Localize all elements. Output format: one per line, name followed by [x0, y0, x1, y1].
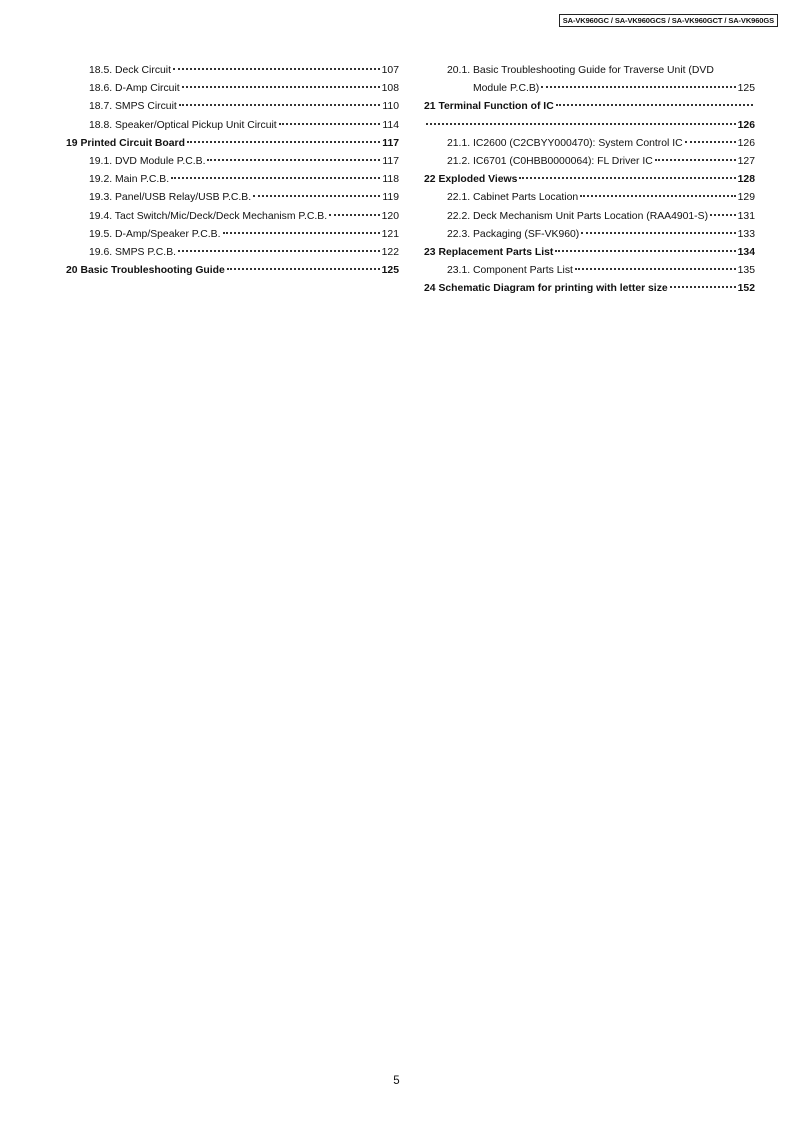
toc-entry-label: 22.1. Cabinet Parts Location — [447, 192, 579, 204]
dot-leader — [580, 195, 736, 197]
dot-leader — [519, 177, 735, 179]
toc-entry-page: 118 — [382, 174, 399, 186]
toc-entry-page: 133 — [737, 228, 755, 240]
dot-leader — [685, 141, 736, 143]
toc-entry[interactable] — [66, 171, 399, 189]
toc-entry-label: 18.8. Speaker/Optical Pickup Unit Circuit — [89, 119, 277, 131]
dot-leader — [223, 232, 380, 234]
toc-entry[interactable] — [424, 208, 755, 226]
toc-entry-page: 129 — [737, 192, 755, 204]
toc-entry[interactable] — [66, 189, 399, 207]
toc-entry[interactable] — [424, 153, 755, 171]
dot-leader — [426, 123, 736, 125]
dot-leader — [581, 232, 735, 234]
toc-entry[interactable] — [424, 62, 755, 80]
toc-entry-label: 19.1. DVD Module P.C.B. — [89, 155, 206, 167]
toc-entry-label: 19.6. SMPS P.C.B. — [89, 246, 177, 258]
dot-leader — [279, 123, 381, 125]
dot-leader — [253, 195, 380, 197]
toc-entry-label: 18.5. Deck Circuit — [89, 65, 171, 76]
toc-entry-label: 20 Basic Troubleshooting Guide — [66, 265, 225, 277]
toc-chapter-entry[interactable] — [66, 262, 399, 280]
toc-entry-page: 134 — [737, 246, 755, 258]
toc-entry-label: 22 Exploded Views — [424, 174, 518, 186]
toc-entry-page: 125 — [381, 265, 399, 277]
dot-leader — [178, 250, 380, 252]
dot-leader — [171, 177, 380, 179]
toc-entry-page: 152 — [737, 283, 755, 295]
dot-leader — [329, 214, 380, 216]
toc-entry-label: 19 Printed Circuit Board — [66, 137, 185, 149]
page-number: 5 — [393, 1075, 400, 1087]
toc-entry-label: 21.2. IC6701 (C0HBB0000064): FL Driver IC — [447, 155, 653, 167]
toc-entry-page: 122 — [381, 246, 399, 258]
toc-entry-continuation[interactable] — [424, 117, 755, 135]
toc-entry[interactable] — [66, 244, 399, 262]
toc-entry-label: 23.1. Component Parts List — [447, 265, 573, 277]
toc-entry-page: 127 — [737, 155, 755, 167]
dot-leader — [655, 159, 736, 161]
toc-entry[interactable] — [424, 226, 755, 244]
toc-entry[interactable] — [424, 189, 755, 207]
toc-entry-page: 126 — [737, 137, 755, 149]
toc-entry-label: 23 Replacement Parts List — [424, 246, 554, 258]
model-header-box: SA-VK960GC / SA-VK960GCS / SA-VK960GCT / SA-VK960GS — [559, 14, 778, 27]
toc-entry-label: 20.1. Basic Troubleshooting Guide for Traverse Unit (DVD — [447, 65, 714, 76]
toc-chapter-entry[interactable] — [424, 171, 755, 189]
toc-entry[interactable] — [66, 226, 399, 244]
toc-entry-page: 125 — [737, 83, 755, 95]
toc-entry-label: 21 Terminal Function of IC — [424, 101, 554, 113]
toc-entry-label: 22.2. Deck Mechanism Unit Parts Location (RAA4901-S) — [447, 210, 709, 222]
toc-entry[interactable] — [66, 80, 399, 98]
toc-entry-label: 19.3. Panel/USB Relay/USB P.C.B. — [89, 192, 252, 204]
toc-entry-page: 117 — [382, 155, 399, 167]
toc-entry-page: 121 — [381, 228, 399, 240]
toc-left-column — [66, 62, 399, 280]
dot-leader — [227, 268, 380, 270]
toc-entry-label: 19.4. Tact Switch/Mic/Deck/Deck Mechanism P.C.B. — [89, 210, 328, 222]
toc-entry-continuation[interactable] — [424, 80, 755, 98]
toc-entry-page: 108 — [381, 83, 399, 95]
toc-entry[interactable] — [424, 135, 755, 153]
toc-entry-label: 21.1. IC2600 (C2CBYY000470): System Control IC — [447, 137, 683, 149]
dot-leader — [187, 141, 380, 143]
dot-leader — [556, 104, 753, 106]
toc-chapter-entry[interactable] — [424, 98, 755, 116]
dot-leader — [575, 268, 736, 270]
dot-leader — [182, 86, 380, 88]
toc-entry-page: 117 — [382, 137, 399, 149]
toc-entry[interactable] — [66, 62, 399, 80]
dot-leader — [541, 86, 735, 88]
dot-leader — [179, 104, 381, 106]
toc-entry-label: 22.3. Packaging (SF-VK960) — [447, 228, 580, 240]
toc-entry-page: 119 — [382, 192, 399, 204]
dot-leader — [173, 68, 380, 70]
toc-entry-page: 120 — [381, 210, 399, 222]
toc-entry-page: 114 — [382, 119, 399, 131]
toc-entry-page: 135 — [737, 265, 755, 277]
toc-entry-label: 24 Schematic Diagram for printing with letter size — [424, 283, 668, 295]
dot-leader — [207, 159, 380, 161]
toc-entry-page: 128 — [737, 174, 755, 186]
toc-entry-label: 18.7. SMPS Circuit — [89, 101, 177, 113]
toc-right-column — [424, 62, 755, 298]
toc-chapter-entry[interactable] — [424, 280, 755, 298]
toc-entry[interactable] — [66, 208, 399, 226]
toc-entry[interactable] — [66, 117, 399, 135]
toc-entry-label: Module P.C.B) — [473, 83, 540, 95]
dot-leader — [710, 214, 736, 216]
toc-entry-page: 131 — [737, 210, 755, 222]
toc-entry-page: 126 — [737, 119, 755, 131]
toc-entry-label: 19.2. Main P.C.B. — [89, 174, 170, 186]
toc-entry-label: 18.6. D-Amp Circuit — [89, 83, 180, 95]
toc-entry-page: 110 — [382, 101, 399, 113]
dot-leader — [670, 286, 736, 288]
toc-entry[interactable] — [424, 262, 755, 280]
toc-chapter-entry[interactable] — [424, 244, 755, 262]
dot-leader — [555, 250, 735, 252]
toc-entry-label: 19.5. D-Amp/Speaker P.C.B. — [89, 228, 221, 240]
toc-chapter-entry[interactable] — [66, 135, 399, 153]
toc-entry[interactable] — [66, 98, 399, 116]
toc-entry-page: 107 — [381, 65, 399, 76]
toc-entry[interactable] — [66, 153, 399, 171]
